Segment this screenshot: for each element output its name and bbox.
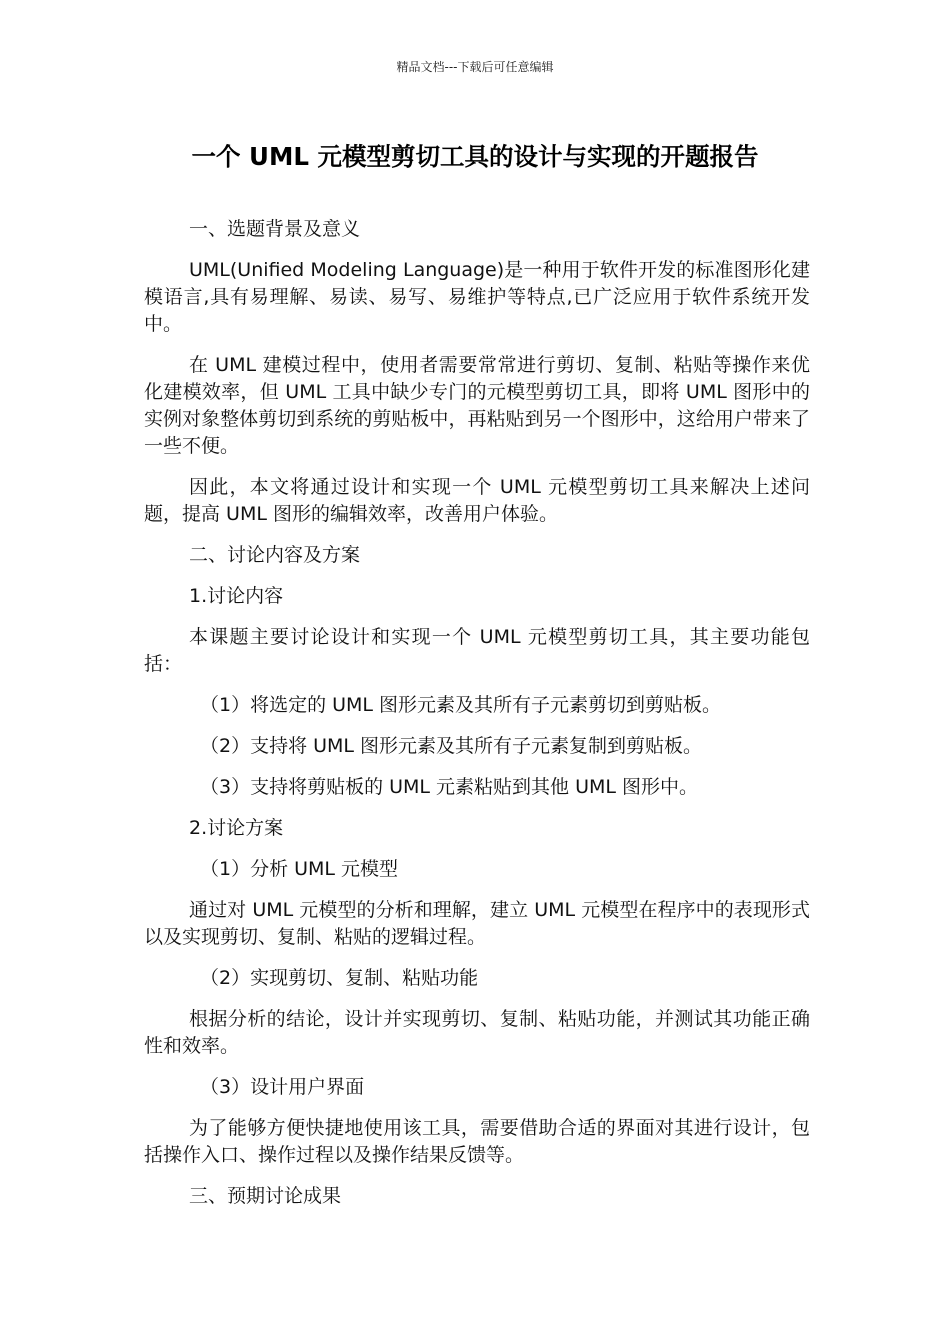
plan-step-1-heading: （1）分析 UML 元模型 — [200, 858, 399, 880]
paragraph-content-intro: 本课题主要讨论设计和实现一个 UML 元模型剪切工具，其主要功能包括： — [144, 626, 810, 675]
document-body — [144, 216, 810, 1224]
subheading-plan: 2.讨论方案 — [189, 817, 284, 839]
paragraph-background-3: 因此，本文将通过设计和实现一个 UML 元模型剪切工具来解决上述问题，提高 UML 图形的编辑效率，改善用户体验。 — [144, 476, 810, 525]
section-heading-2: 二、讨论内容及方案 — [189, 544, 361, 566]
page-header: 精品文档---下载后可任意编辑 — [396, 60, 554, 74]
subheading-content: 1.讨论内容 — [189, 585, 284, 607]
plan-step-1-text: 通过对 UML 元模型的分析和理解，建立 UML 元模型在程序中的表现形式以及实现剪切、复制、粘贴的逻辑过程。 — [144, 899, 810, 948]
section-heading-3: 三、预期讨论成果 — [189, 1185, 342, 1207]
document-title: 一个 UML 元模型剪切工具的设计与实现的开题报告 — [191, 142, 759, 171]
list-item-3: （3）支持将剪贴板的 UML 元素粘贴到其他 UML 图形中。 — [200, 776, 699, 798]
paragraph-background-2: 在 UML 建模过程中，使用者需要常常进行剪切、复制、粘贴等操作来优化建模效率，但 UML 工具中缺少专门的元模型剪切工具，即将 UML 图形中的实例对象整体剪切到系统的剪贴板中，再粘贴到另一个图形中，这给用户带来了一些不便。 — [144, 354, 810, 457]
paragraph-background-1: UML(Unified Modeling Language)是一种用于软件开发的标准图形化建模语言,具有易理解、易读、易写、易维护等特点,已广泛应用于软件系统开发中。 — [144, 259, 810, 335]
list-item-2: （2）支持将 UML 图形元素及其所有子元素复制到剪贴板。 — [200, 735, 703, 757]
list-item-1: （1）将选定的 UML 图形元素及其所有子元素剪切到剪贴板。 — [200, 694, 722, 716]
plan-step-2-heading: （2）实现剪切、复制、粘贴功能 — [200, 967, 479, 989]
plan-step-2-text: 根据分析的结论，设计并实现剪切、复制、粘贴功能，并测试其功能正确性和效率。 — [144, 1008, 810, 1057]
plan-step-3-heading: （3）设计用户界面 — [200, 1076, 365, 1098]
section-heading-1: 一、选题背景及意义 — [189, 218, 361, 240]
plan-step-3-text: 为了能够方便快捷地使用该工具，需要借助合适的界面对其进行设计，包括操作入口、操作过程以及操作结果反馈等。 — [144, 1117, 810, 1166]
